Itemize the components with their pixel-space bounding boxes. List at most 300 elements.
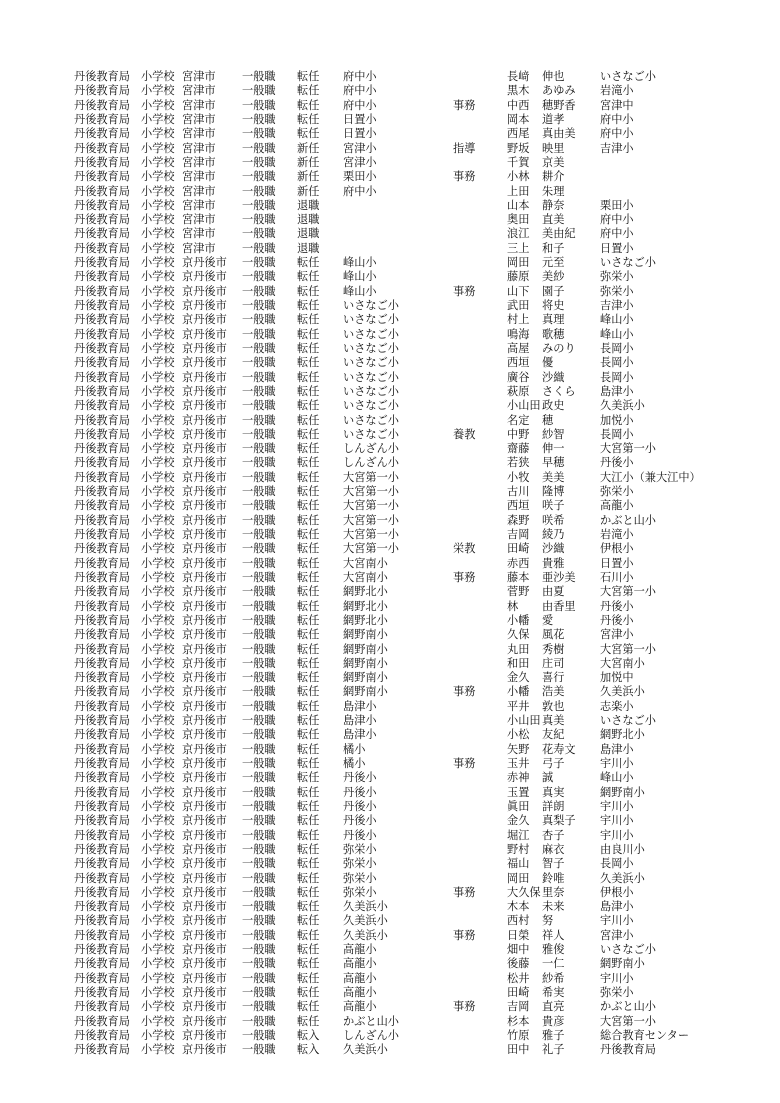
previous-school-cell: かぶと山小 (600, 513, 656, 527)
movement-cell: 転任 (297, 957, 320, 971)
given-name-cell: 紗希 (542, 971, 565, 985)
previous-school-cell: 大宮第一小 (600, 642, 656, 656)
previous-school-cell: 石川小 (600, 570, 634, 584)
movement-cell: 転任 (297, 857, 320, 871)
job-type-cell: 一般職 (242, 585, 276, 599)
job-type-cell: 一般職 (242, 628, 276, 642)
city-cell: 京丹後市 (182, 341, 227, 355)
table-row (0, 771, 780, 785)
movement-cell: 転任 (297, 914, 320, 928)
school-level-cell: 小学校 (141, 170, 175, 184)
previous-school-cell: 加悦小 (600, 413, 634, 427)
previous-school-cell: 峰山小 (600, 771, 634, 785)
school-level-cell: 小学校 (141, 857, 175, 871)
surname-cell: 福山 (507, 857, 530, 871)
surname-cell: 赤神 (507, 771, 530, 785)
previous-school-cell: 宮津小 (600, 928, 634, 942)
movement-cell: 転任 (297, 971, 320, 985)
surname-cell: 田崎 (507, 542, 530, 556)
new-school-cell: 島津小 (343, 728, 377, 742)
city-cell: 京丹後市 (182, 499, 227, 513)
surname-cell: 古川 (507, 485, 530, 499)
school-level-cell: 小学校 (141, 442, 175, 456)
job-type-cell: 一般職 (242, 227, 276, 241)
previous-school-cell: 吉津小 (600, 141, 634, 155)
school-level-cell: 小学校 (141, 399, 175, 413)
table-row (0, 99, 780, 113)
city-cell: 京丹後市 (182, 828, 227, 842)
given-name-cell: 雅俊 (542, 943, 565, 957)
new-school-cell: 網野南小 (343, 642, 388, 656)
school-level-cell: 小学校 (141, 112, 175, 126)
city-cell: 京丹後市 (182, 399, 227, 413)
given-name-cell: 鈴唯 (542, 871, 565, 885)
movement-cell: 新任 (297, 170, 320, 184)
school-level-cell: 小学校 (141, 485, 175, 499)
movement-cell: 転任 (297, 1014, 320, 1028)
table-row (0, 299, 780, 313)
office-cell: 丹後教育局 (74, 971, 130, 985)
job-type-cell: 一般職 (242, 284, 276, 298)
given-name-cell: 将史 (542, 299, 565, 312)
movement-cell: 転任 (297, 542, 320, 556)
movement-cell: 転任 (297, 399, 320, 413)
previous-school-cell: 大宮第一小 (600, 585, 656, 599)
city-cell: 京丹後市 (182, 270, 227, 284)
job-type-cell: 一般職 (242, 184, 276, 198)
previous-school-cell: 栗田小 (600, 198, 634, 212)
city-cell: 京丹後市 (182, 613, 227, 627)
school-level-cell: 小学校 (141, 871, 175, 885)
city-cell: 京丹後市 (182, 585, 227, 599)
table-row (0, 356, 780, 370)
table-row (0, 829, 780, 843)
table-row (0, 227, 780, 241)
city-cell: 宮津市 (182, 84, 216, 98)
role-cell: 事務 (453, 570, 476, 584)
office-cell: 丹後教育局 (74, 356, 130, 370)
office-cell: 丹後教育局 (74, 556, 130, 570)
job-type-cell: 一般職 (242, 842, 276, 856)
surname-cell: 久保 (507, 628, 530, 642)
new-school-cell: 久美浜小 (343, 1043, 388, 1057)
school-level-cell: 小学校 (141, 198, 175, 212)
movement-cell: 転任 (297, 785, 320, 799)
movement-cell: 転任 (297, 499, 320, 513)
table-row (0, 385, 780, 399)
office-cell: 丹後教育局 (74, 1014, 130, 1028)
office-cell: 丹後教育局 (74, 570, 130, 584)
table-row (0, 456, 780, 470)
surname-cell: 矢野 (507, 742, 530, 756)
city-cell: 京丹後市 (182, 814, 227, 828)
job-type-cell: 一般職 (242, 413, 276, 427)
movement-cell: 転任 (297, 570, 320, 584)
surname-cell: 吉岡 (507, 1000, 530, 1014)
office-cell: 丹後教育局 (74, 642, 130, 656)
job-type-cell: 一般職 (242, 900, 276, 914)
job-type-cell: 一般職 (242, 112, 276, 126)
job-type-cell: 一般職 (242, 971, 276, 985)
job-type-cell: 一般職 (242, 170, 276, 184)
school-level-cell: 小学校 (141, 141, 175, 155)
given-name-cell: 友紀 (542, 728, 565, 742)
city-cell: 京丹後市 (182, 384, 227, 398)
job-type-cell: 一般職 (242, 427, 276, 441)
given-name-cell: みのり (542, 341, 576, 355)
previous-school-cell: いさなご小 (600, 256, 656, 270)
table-row (0, 628, 780, 642)
office-cell: 丹後教育局 (74, 384, 130, 398)
city-cell: 京丹後市 (182, 785, 227, 799)
new-school-cell: 橘小 (343, 742, 366, 756)
surname-cell: 中野 (507, 427, 530, 441)
previous-school-cell: 府中小 (600, 227, 634, 241)
city-cell: 京丹後市 (182, 599, 227, 613)
office-cell: 丹後教育局 (74, 857, 130, 871)
city-cell: 京丹後市 (182, 313, 227, 327)
surname-cell: 村上 (507, 313, 530, 327)
job-type-cell: 一般職 (242, 155, 276, 169)
given-name-cell: 政史 (542, 399, 565, 413)
city-cell: 京丹後市 (182, 456, 227, 470)
given-name-cell: 杏子 (542, 828, 565, 842)
city-cell: 宮津市 (182, 198, 216, 212)
given-name-cell: 園子 (542, 284, 565, 298)
city-cell: 京丹後市 (182, 485, 227, 499)
job-type-cell: 一般職 (242, 1028, 276, 1042)
given-name-cell: 真美 (542, 714, 565, 728)
job-type-cell: 一般職 (242, 98, 276, 112)
surname-cell: 藤本 (507, 570, 530, 584)
table-row (0, 557, 780, 571)
given-name-cell: 穂野香 (542, 98, 576, 112)
new-school-cell: いさなご小 (343, 341, 399, 355)
office-cell: 丹後教育局 (74, 542, 130, 556)
job-type-cell: 一般職 (242, 814, 276, 828)
previous-school-cell: 高龍小 (600, 499, 634, 513)
office-cell: 丹後教育局 (74, 327, 130, 341)
city-cell: 京丹後市 (182, 714, 227, 728)
new-school-cell: 丹後小 (343, 799, 377, 813)
table-row (0, 142, 780, 156)
city-cell: 京丹後市 (182, 327, 227, 341)
new-school-cell: 丹後小 (343, 828, 377, 842)
city-cell: 京丹後市 (182, 742, 227, 756)
office-cell: 丹後教育局 (74, 871, 130, 885)
office-cell: 丹後教育局 (74, 284, 130, 298)
new-school-cell: 島津小 (343, 714, 377, 728)
previous-school-cell: 伊根小 (600, 885, 634, 899)
table-row (0, 1015, 780, 1029)
surname-cell: 西垣 (507, 356, 530, 370)
city-cell: 京丹後市 (182, 356, 227, 370)
movement-cell: 転任 (297, 384, 320, 398)
given-name-cell: 誠 (542, 771, 554, 785)
city-cell: 宮津市 (182, 170, 216, 184)
movement-cell: 転任 (297, 842, 320, 856)
school-level-cell: 小学校 (141, 771, 175, 785)
given-name-cell: 雅子 (542, 1028, 565, 1042)
table-row (0, 442, 780, 456)
office-cell: 丹後教育局 (74, 613, 130, 627)
surname-cell: 杉本 (507, 1014, 530, 1028)
city-cell: 京丹後市 (182, 570, 227, 584)
movement-cell: 転任 (297, 456, 320, 470)
table-row (0, 886, 780, 900)
office-cell: 丹後教育局 (74, 256, 130, 270)
new-school-cell: 府中小 (343, 70, 377, 83)
surname-cell: 小松 (507, 728, 530, 742)
surname-cell: 竹原 (507, 1028, 530, 1042)
job-type-cell: 一般職 (242, 384, 276, 398)
job-type-cell: 一般職 (242, 299, 276, 312)
job-type-cell: 一般職 (242, 341, 276, 355)
personnel-list (0, 70, 780, 1058)
school-level-cell: 小学校 (141, 127, 175, 141)
school-level-cell: 小学校 (141, 556, 175, 570)
city-cell: 京丹後市 (182, 370, 227, 384)
surname-cell: 野坂 (507, 141, 530, 155)
new-school-cell: 高龍小 (343, 943, 377, 957)
surname-cell: 小幡 (507, 685, 530, 699)
surname-cell: 鳴海 (507, 327, 530, 341)
given-name-cell: 努 (542, 914, 554, 928)
office-cell: 丹後教育局 (74, 413, 130, 427)
job-type-cell: 一般職 (242, 728, 276, 742)
job-type-cell: 一般職 (242, 127, 276, 141)
new-school-cell: 網野南小 (343, 656, 388, 670)
office-cell: 丹後教育局 (74, 127, 130, 141)
surname-cell: 黒木 (507, 84, 530, 98)
previous-school-cell: 岩滝小 (600, 84, 634, 98)
previous-school-cell: 島津小 (600, 384, 634, 398)
movement-cell: 転任 (297, 757, 320, 770)
given-name-cell: 秀樹 (542, 642, 565, 656)
office-cell: 丹後教育局 (74, 485, 130, 499)
movement-cell: 転任 (297, 771, 320, 785)
new-school-cell: いさなご小 (343, 427, 399, 441)
office-cell: 丹後教育局 (74, 170, 130, 184)
previous-school-cell: 峰山小 (600, 313, 634, 327)
city-cell: 京丹後市 (182, 413, 227, 427)
given-name-cell: 真梨子 (542, 814, 576, 828)
job-type-cell: 一般職 (242, 642, 276, 656)
school-level-cell: 小学校 (141, 1014, 175, 1028)
given-name-cell: 貴彦 (542, 1014, 565, 1028)
previous-school-cell: 丹後小 (600, 613, 634, 627)
city-cell: 宮津市 (182, 155, 216, 169)
school-level-cell: 小学校 (141, 957, 175, 971)
previous-school-cell: 宇川小 (600, 828, 634, 842)
given-name-cell: 沙織 (542, 542, 565, 556)
city-cell: 宮津市 (182, 213, 216, 227)
school-level-cell: 小学校 (141, 728, 175, 742)
school-level-cell: 小学校 (141, 227, 175, 241)
new-school-cell: 久美浜小 (343, 900, 388, 914)
city-cell: 宮津市 (182, 227, 216, 241)
job-type-cell: 一般職 (242, 699, 276, 713)
given-name-cell: 愛 (542, 613, 554, 627)
previous-school-cell: 弥栄小 (600, 485, 634, 499)
new-school-cell: 弥栄小 (343, 871, 377, 885)
job-type-cell: 一般職 (242, 270, 276, 284)
job-type-cell: 一般職 (242, 857, 276, 871)
movement-cell: 転任 (297, 900, 320, 914)
city-cell: 京丹後市 (182, 556, 227, 570)
table-row (0, 600, 780, 614)
surname-cell: 岡本 (507, 112, 530, 126)
office-cell: 丹後教育局 (74, 943, 130, 957)
table-row (0, 528, 780, 542)
movement-cell: 転任 (297, 556, 320, 570)
new-school-cell: 網野南小 (343, 671, 388, 685)
table-row (0, 471, 780, 485)
city-cell: 京丹後市 (182, 900, 227, 914)
movement-cell: 転任 (297, 284, 320, 298)
movement-cell: 転任 (297, 528, 320, 541)
table-row (0, 685, 780, 699)
table-row (0, 342, 780, 356)
new-school-cell: 府中小 (343, 98, 377, 112)
new-school-cell: いさなご小 (343, 413, 399, 427)
given-name-cell: 咲希 (542, 513, 565, 527)
new-school-cell: 高龍小 (343, 986, 377, 999)
surname-cell: 山下 (507, 284, 530, 298)
surname-cell: 赤西 (507, 556, 530, 570)
city-cell: 京丹後市 (182, 799, 227, 813)
city-cell: 宮津市 (182, 70, 216, 83)
city-cell: 京丹後市 (182, 757, 227, 770)
job-type-cell: 一般職 (242, 213, 276, 227)
previous-school-cell: 岩滝小 (600, 528, 634, 541)
job-type-cell: 一般職 (242, 685, 276, 699)
surname-cell: 萩原 (507, 384, 530, 398)
surname-cell: 高屋 (507, 341, 530, 355)
given-name-cell: 穂 (542, 413, 554, 427)
given-name-cell: 耕介 (542, 170, 565, 184)
surname-cell: 大久保 (507, 885, 541, 899)
job-type-cell: 一般職 (242, 485, 276, 499)
movement-cell: 転任 (297, 127, 320, 141)
surname-cell: 菅野 (507, 585, 530, 599)
city-cell: 京丹後市 (182, 642, 227, 656)
role-cell: 事務 (453, 685, 476, 699)
new-school-cell: 日置小 (343, 112, 377, 126)
city-cell: 京丹後市 (182, 542, 227, 556)
office-cell: 丹後教育局 (74, 585, 130, 599)
school-level-cell: 小学校 (141, 699, 175, 713)
given-name-cell: 由夏 (542, 585, 565, 599)
movement-cell: 転入 (297, 1028, 320, 1042)
role-cell: 事務 (453, 284, 476, 298)
surname-cell: 小林 (507, 170, 530, 184)
table-row (0, 428, 780, 442)
office-cell: 丹後教育局 (74, 957, 130, 971)
given-name-cell: 喜行 (542, 671, 565, 685)
previous-school-cell: 府中小 (600, 213, 634, 227)
school-level-cell: 小学校 (141, 656, 175, 670)
new-school-cell: 大宮第一小 (343, 470, 399, 484)
previous-school-cell: 大江小（兼大江中） (600, 470, 701, 484)
table-row (0, 542, 780, 556)
surname-cell: 丸田 (507, 642, 530, 656)
movement-cell: 転任 (297, 642, 320, 656)
city-cell: 京丹後市 (182, 885, 227, 899)
given-name-cell: 綾乃 (542, 528, 565, 541)
movement-cell: 転任 (297, 313, 320, 327)
movement-cell: 転任 (297, 699, 320, 713)
city-cell: 京丹後市 (182, 513, 227, 527)
school-level-cell: 小学校 (141, 427, 175, 441)
movement-cell: 転任 (297, 714, 320, 728)
movement-cell: 転任 (297, 84, 320, 98)
school-level-cell: 小学校 (141, 642, 175, 656)
surname-cell: 玉置 (507, 785, 530, 799)
school-level-cell: 小学校 (141, 313, 175, 327)
city-cell: 京丹後市 (182, 1043, 227, 1057)
previous-school-cell: かぶと山小 (600, 1000, 656, 1014)
office-cell: 丹後教育局 (74, 842, 130, 856)
city-cell: 京丹後市 (182, 685, 227, 699)
table-row (0, 313, 780, 327)
school-level-cell: 小学校 (141, 799, 175, 813)
city-cell: 京丹後市 (182, 671, 227, 685)
surname-cell: 平井 (507, 699, 530, 713)
city-cell: 京丹後市 (182, 528, 227, 541)
previous-school-cell: いさなご小 (600, 943, 656, 957)
school-level-cell: 小学校 (141, 341, 175, 355)
previous-school-cell: 府中小 (600, 127, 634, 141)
surname-cell: 岡田 (507, 256, 530, 270)
office-cell: 丹後教育局 (74, 628, 130, 642)
table-row (0, 127, 780, 141)
movement-cell: 転任 (297, 828, 320, 842)
job-type-cell: 一般職 (242, 957, 276, 971)
given-name-cell: 朱理 (542, 184, 565, 198)
given-name-cell: 美由紀 (542, 227, 576, 241)
school-level-cell: 小学校 (141, 499, 175, 513)
office-cell: 丹後教育局 (74, 799, 130, 813)
school-level-cell: 小学校 (141, 270, 175, 284)
previous-school-cell: 長岡小 (600, 427, 634, 441)
table-row (0, 571, 780, 585)
office-cell: 丹後教育局 (74, 742, 130, 756)
table-row (0, 900, 780, 914)
office-cell: 丹後教育局 (74, 528, 130, 541)
new-school-cell: 府中小 (343, 184, 377, 198)
job-type-cell: 一般職 (242, 556, 276, 570)
movement-cell: 転任 (297, 327, 320, 341)
city-cell: 京丹後市 (182, 1028, 227, 1042)
movement-cell: 転任 (297, 1000, 320, 1014)
new-school-cell: いさなご小 (343, 327, 399, 341)
city-cell: 京丹後市 (182, 857, 227, 871)
given-name-cell: 一仁 (542, 957, 565, 971)
office-cell: 丹後教育局 (74, 785, 130, 799)
given-name-cell: 貴雅 (542, 556, 565, 570)
table-row (0, 700, 780, 714)
job-type-cell: 一般職 (242, 370, 276, 384)
surname-cell: 浪江 (507, 227, 530, 241)
new-school-cell: 峰山小 (343, 256, 377, 270)
new-school-cell: 高龍小 (343, 971, 377, 985)
given-name-cell: 祥人 (542, 928, 565, 942)
movement-cell: 転任 (297, 270, 320, 284)
office-cell: 丹後教育局 (74, 442, 130, 456)
previous-school-cell: 網野北小 (600, 728, 645, 742)
surname-cell: 金久 (507, 671, 530, 685)
